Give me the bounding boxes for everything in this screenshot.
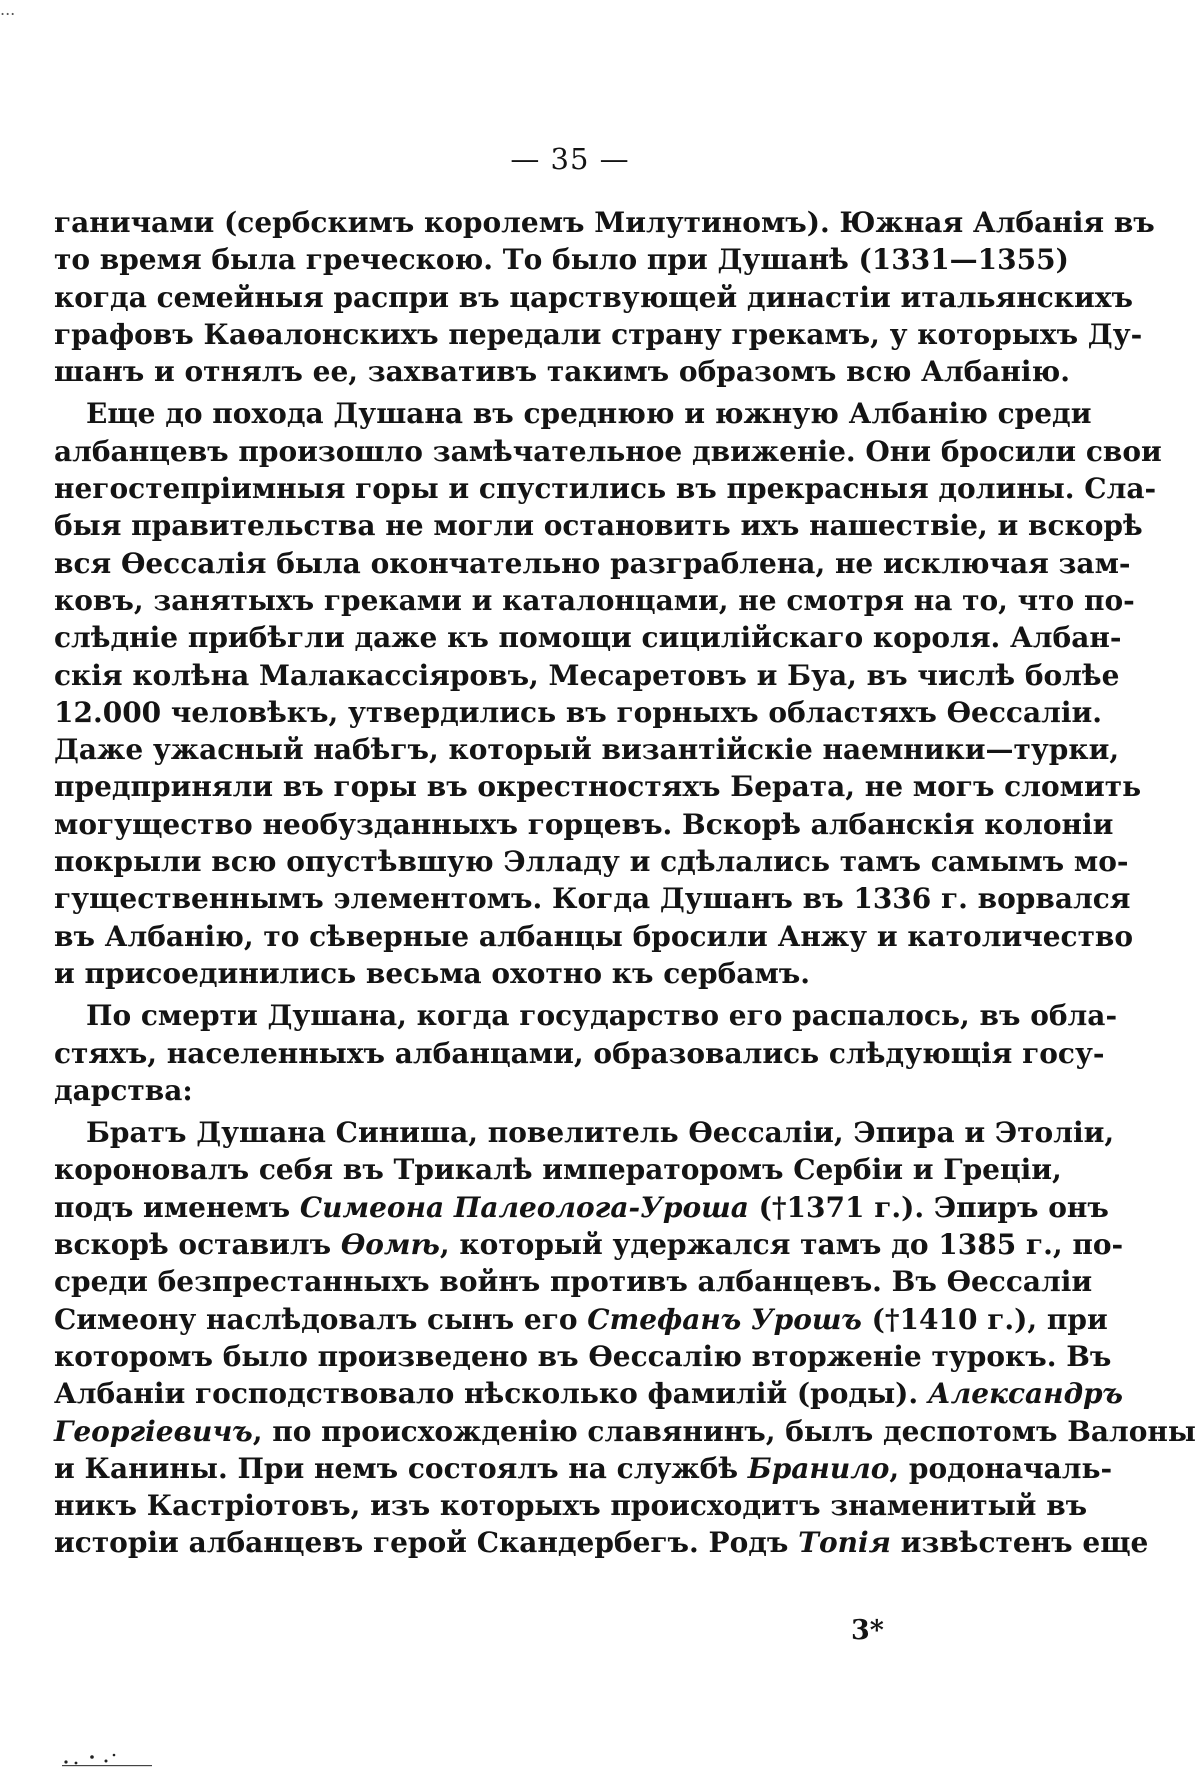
text-line: покрыли всю опустѣвшую Элладу и сдѣлались тамъ самымъ мо- (54, 845, 1129, 879)
text-line: короновалъ себя въ Трикалѣ императоромъ Сербіи и Греціи, (54, 1153, 1062, 1187)
text-line: шанъ и отнялъ ее, захвативъ такимъ образомъ всю Албанію. (54, 355, 1070, 389)
text-line: Еще до похода Душана въ среднюю и южную Албанію среди (86, 397, 1092, 431)
text-line: быя правительства не могли остановить ихъ нашествіе, и вскорѣ (54, 509, 1143, 543)
italic-name: Георгіевичъ (54, 1414, 253, 1448)
text-line (54, 1301, 1108, 1338)
italic-name: Ѳомѣ (340, 1228, 440, 1262)
text-line: которомъ было произведено въ Ѳессалію вторженіе турокъ. Въ (54, 1339, 1112, 1373)
text-line: скія колѣна Малакассіяровъ, Месаретовъ и Буа, въ числѣ болѣе (54, 658, 1120, 692)
text-segment: и Канины. При немъ состоялъ на службѣ (54, 1451, 748, 1485)
text-line: негостепріимныя горы и спустились въ прекрасныя долины. Сла- (54, 472, 1157, 506)
italic-name: Александръ (927, 1377, 1123, 1411)
body-text (54, 204, 1196, 1562)
text-line: гущественнымъ элементомъ. Когда Душанъ въ 1336 г. ворвался (54, 882, 1131, 916)
text-segment: вскорѣ оставилъ (54, 1228, 341, 1262)
italic-name: Стефанъ Урошъ (587, 1302, 862, 1336)
text-line: Братъ Душана Синиша, повелитель Ѳессаліи, Эпира и Этоліи, (86, 1116, 1115, 1150)
text-segment: (†1371 г.). Эпиръ онъ (748, 1190, 1109, 1224)
text-segment: Албаніи господствовало нѣсколько фамилій (роды). (54, 1377, 928, 1411)
text-line: въ Албанію, то сѣверные албанцы бросили Анжу и католичество (54, 919, 1134, 953)
text-line: вся Ѳессалія была окончательно разграблена, не исключая зам- (54, 546, 1131, 580)
text-line: слѣдніе прибѣгли даже къ помощи сицилійскаго короля. Албан- (54, 621, 1122, 655)
text-line: графовъ Каѳалонскихъ передали страну грекамъ, у которыхъ Ду- (54, 317, 1143, 351)
paragraph-1 (54, 204, 1155, 390)
text-segment: извѣстенъ еще (890, 1526, 1149, 1560)
text-line (54, 1226, 1124, 1263)
text-line: могущество необузданныхъ горцевъ. Вскорѣ албанскія колоніи (54, 807, 1114, 841)
italic-name: Симеона Палеолога-Уроша (299, 1190, 749, 1224)
page-number: — 35 — (510, 142, 630, 176)
text-line: По смерти Душана, когда государство его распалось, въ обла- (86, 999, 1118, 1033)
text-line: 12.000 человѣкъ, утвердились въ горныхъ областяхъ Ѳессаліи. (54, 695, 1102, 729)
text-segment: исторіи албанцевъ герой Скандербегъ. Родъ (54, 1526, 799, 1560)
text-line: ковъ, занятыхъ греками и каталонцами, не смотря на то, что по- (54, 583, 1135, 617)
text-segment: (†1410 г.), при (861, 1302, 1108, 1336)
top-edge-mark: ... (0, 0, 16, 19)
text-line (54, 1375, 1123, 1412)
text-line: предприняли въ горы въ окрестностяхъ Берата, не могъ сломить (54, 770, 1142, 804)
text-line (54, 1524, 1149, 1561)
text-segment: , который удержался тамъ до 1385 г., по- (439, 1228, 1124, 1262)
text-line: никъ Кастріотовъ, изъ которыхъ происходитъ знаменитый въ (54, 1489, 1088, 1523)
text-segment: , родоначаль- (889, 1451, 1113, 1485)
text-line: среди безпрестанныхъ войнъ противъ албанцевъ. Въ Ѳессаліи (54, 1265, 1093, 1299)
text-line: дарства: (54, 1073, 193, 1107)
paragraph-3 (54, 997, 1118, 1109)
italic-name: Топія (798, 1526, 891, 1560)
text-line: и присоединились весьма охотно къ сербамъ. (54, 956, 810, 990)
paragraph-2 (54, 395, 1162, 992)
text-line (54, 1189, 1109, 1226)
text-line: когда семейныя распри въ царствующей династіи итальянскихъ (54, 280, 1133, 314)
text-segment: Симеону наслѣдовалъ сынъ его (54, 1302, 588, 1336)
text-line: албанцевъ произошло замѣчательное движеніе. Они бросили свои (54, 434, 1162, 468)
print-specks (62, 1748, 162, 1768)
text-segment: , по происхожденію славянинъ, былъ деспотомъ Валоны (252, 1414, 1196, 1448)
paragraph-4 (54, 1114, 1196, 1562)
text-line (54, 1450, 1113, 1487)
text-line (54, 1413, 1196, 1450)
italic-name: Бранило (747, 1451, 890, 1485)
text-line: Даже ужасный набѣгъ, который византійскіе наемники—турки, (54, 733, 1120, 767)
text-line: стяхъ, населенныхъ албанцами, образовались слѣдующія госу- (54, 1036, 1105, 1070)
text-line: ганичами (сербскимъ королемъ Милутиномъ). Южная Албанія въ (54, 206, 1155, 239)
text-line: то время была греческою. То было при Душанѣ (1331—1355) (54, 243, 1069, 277)
text-segment: подъ именемъ (54, 1190, 300, 1224)
printer-signature: 3* (851, 1615, 884, 1646)
